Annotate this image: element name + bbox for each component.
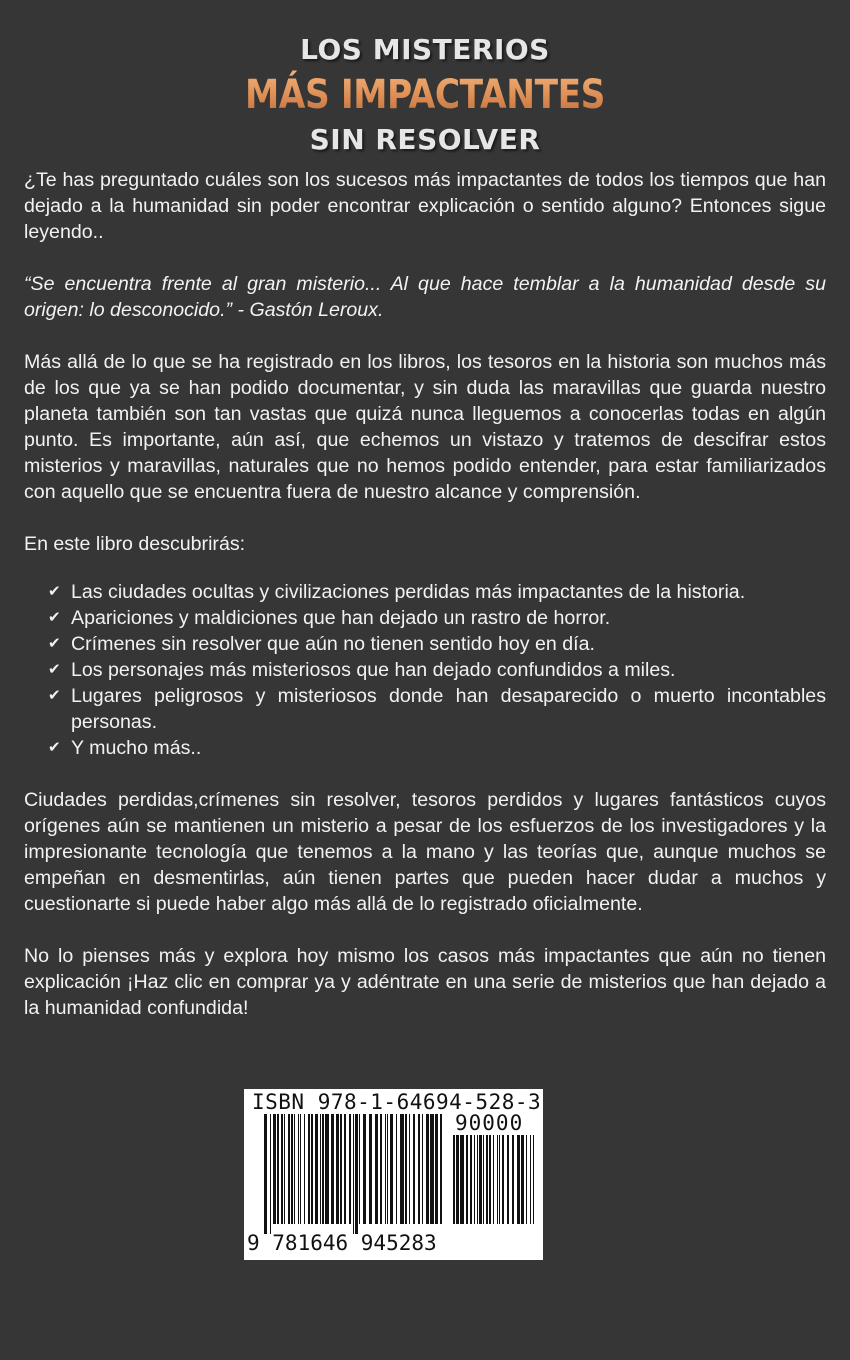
- intro-paragraph: ¿Te has preguntado cuáles son los sucesos más impactantes de todos los tiempos que han dejado a la humanidad sin poder encontrar explicación o sentido alguno? Entonces sigue leyendo..: [24, 169, 826, 243]
- barcode-bar: [344, 1114, 346, 1224]
- barcode-bar: [270, 1114, 271, 1234]
- barcode-bar: [530, 1135, 531, 1224]
- barcode-bar: [349, 1114, 351, 1224]
- barcode-bar: [460, 1135, 464, 1224]
- title-line-2: MÁS IMPACTANTES: [60, 70, 791, 120]
- barcode-bar: [311, 1114, 313, 1224]
- barcode-bar: [470, 1135, 472, 1224]
- barcode-bar: [277, 1114, 279, 1224]
- title-line-3: SIN RESOLVER: [309, 123, 541, 156]
- barcode-bar: [336, 1114, 339, 1224]
- barcode-bar: [322, 1114, 324, 1224]
- check-icon: ✔: [48, 739, 61, 756]
- barcode-bar: [291, 1114, 293, 1224]
- barcode-bar: [390, 1114, 393, 1224]
- barcode-bar: [320, 1114, 321, 1224]
- price-code: 90000: [455, 1111, 524, 1135]
- barcode-bar: [466, 1135, 468, 1224]
- body-paragraph-1: Más allá de lo que se ha registrado en los libros, los tesoros en la historia son muchos más de los que ya se han podido documentar, y sin duda las maravillas que guarda nuestro planeta también son tan vastas que quizá nunca lleguemos a conocerlas todas en algún punto. Es importante, aún así, que echemos un vistazo y tratemos de descifrar estos misterios y maravillas, naturales que no hemos podido entender, para estar familiarizados con aquello que se encuentra fuera de nuestro alcance y comprensión.: [24, 351, 826, 503]
- list-item: ✔ Apariciones y maldiciones que han dejado un rastro de horror.: [48, 607, 611, 629]
- list-item: ✔ Lugares peligrosos y misteriosos donde han desaparecido o muerto incontables personas.: [48, 685, 826, 733]
- barcode-bar: [304, 1114, 305, 1224]
- title-line-1: LOS MISTERIOS: [300, 33, 550, 66]
- list-item: ✔ Las ciudades ocultas y civilizaciones perdidas más impactantes de la historia.: [48, 581, 746, 603]
- barcode-bar: [440, 1114, 442, 1224]
- barcode-bar: [507, 1135, 509, 1224]
- barcode-bar: [331, 1114, 334, 1224]
- isbn-text: ISBN 978-1-64694-528-3: [252, 1090, 542, 1114]
- barcode-bar: [479, 1135, 482, 1224]
- list-intro: En este libro descubrirás:: [24, 533, 246, 555]
- barcode-bar: [264, 1114, 267, 1234]
- barcode-bar: [400, 1114, 404, 1224]
- quote-paragraph: “Se encuentra frente al gran misterio... Al que hace temblar a la humanidad desde su origen: lo desconocido.” - Gastón Leroux.: [24, 273, 826, 321]
- barcode-bar: [315, 1114, 318, 1224]
- barcode-bar: [375, 1114, 378, 1224]
- check-icon: ✔: [48, 687, 61, 704]
- barcode-bar: [474, 1135, 475, 1224]
- barcode-bar: [273, 1114, 276, 1224]
- barcode-bar: [308, 1114, 310, 1224]
- list-item: ✔ Los personajes más misteriosos que han dejado confundidos a miles.: [48, 659, 676, 681]
- barcode-bar: [486, 1135, 488, 1224]
- check-icon: ✔: [48, 609, 61, 626]
- barcode-bar: [405, 1114, 407, 1224]
- barcode-bar: [430, 1114, 434, 1224]
- list-item: ✔ Crímenes sin resolver que aún no tienen sentido hoy en día.: [48, 633, 595, 655]
- barcode-bar: [526, 1135, 527, 1224]
- barcode-bar: [512, 1135, 514, 1224]
- barcode-bar: [300, 1114, 301, 1224]
- check-icon: ✔: [48, 583, 61, 600]
- barcode-bar: [380, 1114, 382, 1224]
- barcode-bar: [325, 1114, 329, 1224]
- barcode-bar: [288, 1114, 290, 1224]
- barcode-bar: [294, 1114, 295, 1224]
- barcode-bar: [298, 1114, 299, 1224]
- barcode-bar: [385, 1114, 386, 1224]
- barcode-bar: [456, 1135, 459, 1224]
- barcode-bar: [499, 1135, 500, 1224]
- check-icon: ✔: [48, 661, 61, 678]
- barcode-bar: [502, 1135, 504, 1224]
- barcode-bar: [489, 1135, 491, 1224]
- barcode-bar: [353, 1114, 354, 1234]
- barcode-bar: [369, 1114, 372, 1224]
- barcode-bar: [497, 1135, 498, 1224]
- barcode-bar: [355, 1114, 358, 1234]
- barcode-bar: [533, 1135, 534, 1224]
- barcode-bar: [359, 1114, 360, 1224]
- check-icon: ✔: [48, 635, 61, 652]
- book-title: [0, 30, 850, 160]
- barcode-bar: [477, 1135, 478, 1224]
- isbn-barcode: [244, 1089, 543, 1260]
- barcode-bar: [281, 1114, 283, 1224]
- barcode-bar: [422, 1114, 423, 1224]
- barcode-bar: [396, 1114, 397, 1224]
- barcode-bar: [517, 1135, 520, 1224]
- barcode-digits: 9 781646 945283: [247, 1231, 437, 1255]
- barcode-bar: [418, 1114, 420, 1224]
- body-paragraph-2: Ciudades perdidas,crímenes sin resolver, tesoros perdidos y lugares fantásticos cuyos orígenes aún se mantienen un misterio a pesar de los esfuerzos de los investigadores y la impresionante tecnología que tenemos a la mano y las teorías que, aunque muchos se empeñan en desmentirlas, aún tienen partes que pueden hacer dudar a muchos y cuestionarte si puede haber algo más allá de lo registrado oficialmente.: [24, 789, 826, 915]
- barcode-bar: [435, 1114, 438, 1224]
- barcode-bar: [453, 1135, 455, 1224]
- barcode-bar: [284, 1114, 285, 1224]
- barcode-bar: [409, 1114, 410, 1224]
- barcode-bar: [483, 1135, 484, 1224]
- barcode-bar: [363, 1114, 366, 1224]
- feature-list: [24, 579, 826, 761]
- barcode-bar: [340, 1114, 342, 1224]
- barcode-bar: [387, 1114, 388, 1224]
- back-cover-text: [24, 167, 826, 1047]
- barcode-bar: [493, 1135, 494, 1224]
- barcode-bar: [413, 1114, 415, 1224]
- barcode-bar: [521, 1135, 524, 1224]
- closing-paragraph: No lo pienses más y explora hoy mismo los casos más impactantes que aún no tienen explicación ¡Haz clic en comprar ya y adéntrate en una serie de misterios que han dejado a la humanidad confundida!: [24, 945, 826, 1019]
- barcode-bar: [426, 1114, 429, 1224]
- list-item: ✔ Y mucho más..: [48, 737, 202, 759]
